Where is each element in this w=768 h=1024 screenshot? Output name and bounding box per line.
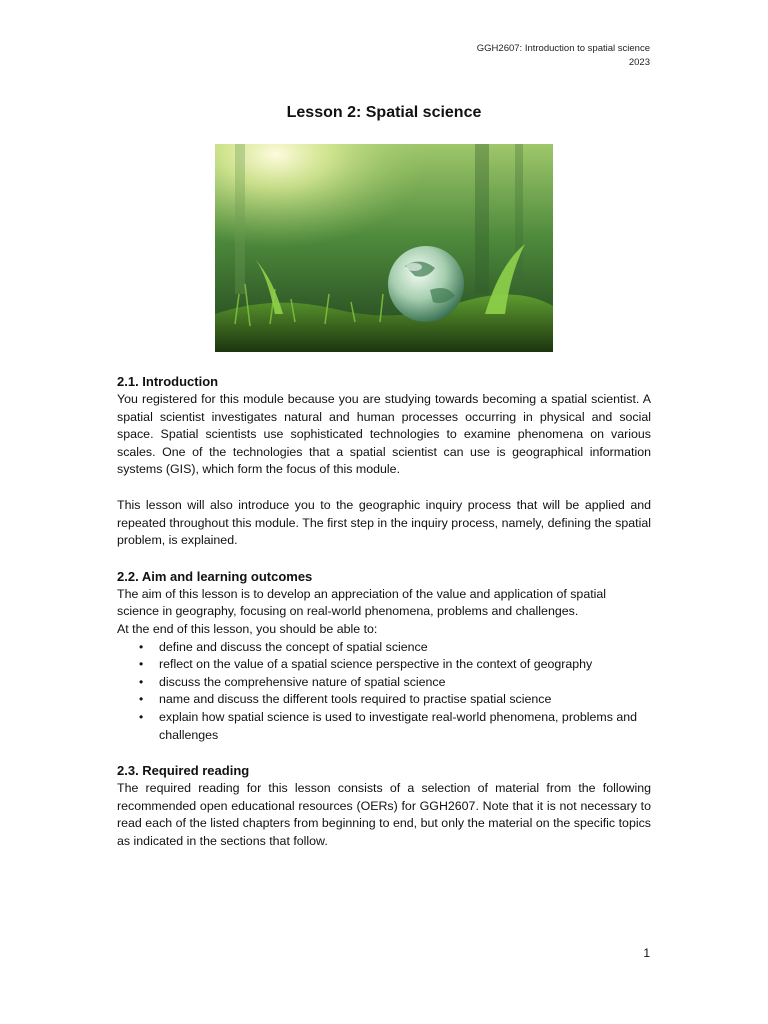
bullet-icon: • xyxy=(139,639,144,654)
aims-heading: 2.2. Aim and learning outcomes xyxy=(117,568,313,584)
list-item: • reflect on the value of a spatial science perspective in the context of geography xyxy=(117,656,651,674)
lesson-body xyxy=(117,373,651,850)
bullet-icon: • xyxy=(139,674,144,689)
bullet-icon: • xyxy=(139,709,144,724)
learning-outcomes-list xyxy=(117,639,651,745)
globe-in-forest-image xyxy=(215,144,553,352)
intro-paragraph-1: You registered for this module because you are studying towards becoming a spatial scientist. A spatial scientist investigates natural and human processes occurring in physical and social space. Spatial scientists use sophisticated technologies to examine phenomena on various scales. One of the technologies that a spatial scientist can use is geographical information systems (GIS), which form the focus of this module. xyxy=(117,392,651,477)
list-item: • name and discuss the different tools required to practise spatial science xyxy=(117,691,651,709)
running-header xyxy=(477,42,650,70)
page-number: 1 xyxy=(643,946,650,960)
page-title: Lesson 2: Spatial science xyxy=(286,104,482,121)
intro-paragraph-2: This lesson will also introduce you to the geographic inquiry process that will be applied and repeated throughout this module. The first step in the inquiry process, namely, defining the spatial problem, is explained. xyxy=(117,497,651,548)
list-item: • define and discuss the concept of spatial science xyxy=(117,639,651,657)
header-year: 2023 xyxy=(628,57,650,68)
bullet-icon: • xyxy=(139,657,144,672)
aims-paragraph-2: At the end of this lesson, you should be able to: xyxy=(117,621,378,636)
header-course: GGH2607: Introduction to spatial science xyxy=(476,43,650,54)
list-item: • explain how spatial science is used to investigate real-world phenomena, problems and challenges xyxy=(139,709,638,742)
reading-paragraph-1: The required reading for this lesson consists of a selection of material from the following recommended open educational resources (OERs) for GGH2607. Note that it is not necessary to read each of the listed chapters from beginning to end, but only the material on the specific topics as indicated in the sections that follow. xyxy=(117,781,651,848)
intro-heading: 2.1. Introduction xyxy=(117,374,219,389)
aims-paragraph-1: The aim of this lesson is to develop an appreciation of the value and application of spatial science in geography, focusing on real-world phenomena, problems and challenges. xyxy=(117,586,607,619)
list-item: • discuss the comprehensive nature of spatial science xyxy=(117,674,651,692)
bullet-icon: • xyxy=(139,692,144,707)
reading-heading: 2.3. Required reading xyxy=(117,763,250,779)
